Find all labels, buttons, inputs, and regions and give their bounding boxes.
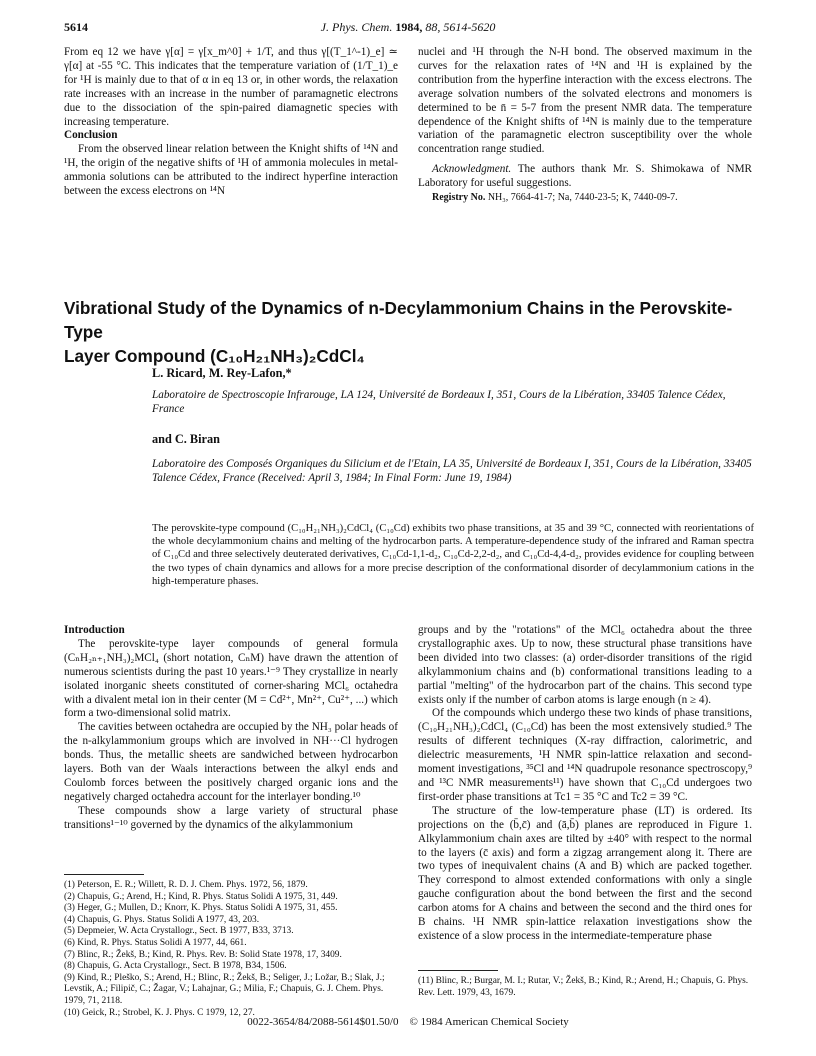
- reference-item: (2) Chapuis, G.; Arend, H.; Kind, R. Phys. Status Solidi A 1975, 31, 449.: [64, 891, 338, 902]
- reference-item: (1) Peterson, E. R.; Willett, R. D. J. Chem. Phys. 1972, 56, 1879.: [64, 880, 308, 890]
- reference-item: (3) Heger, G.; Mullen, D.; Knorr, K. Phys. Status Solidi A 1975, 31, 455.: [64, 903, 338, 914]
- intro-paragraph-1: The perovskite-type layer compounds of general formula (CₙH₂ₙ₊₁NH₃)₂MCl₄ (short notation, CₙM) have drawn the attention of numerous scientists during the past 10 years.¹⁻⁹ They crystallize in nearly isolated inorganic sheets constituted of corner-sharing MCl₆ octahedra with a divalent metal ion in their center (M = Cd²⁺, Mn²⁺, Cu²⁺, ...) which form a two-dimensional solid matrix.: [64, 637, 398, 720]
- intro-paragraph-2: The cavities between octahedra are occupied by the NH₃ polar heads of the n-alkylammonium groups which are involved in NH···Cl hydrogen bonds. Thus, the metallic sheets are sandwiched between hydrocarbon layers. Both van der Waals interactions between the alkyl ends and Coulomb forces between the positively charged organic ions and the negatively charged octahedra account for the interlayer bonding.¹⁰: [64, 721, 398, 803]
- abstract: The perovskite-type compound (C₁₀H₂₁NH₃)₂CdCl₄ (C₁₀Cd) exhibits two phase transitions, at 35 and 39 °C, connected with reorientations of the whole decylammonium chains and melting of the hydrocarbon parts. A temperature-dependence study of the infrared and Raman spectra of C₁₀Cd and three selectively deuterated derivatives, C₁₀Cd-1,1-d₂, C₁₀Cd-2,2-d₂, and C₁₀Cd-4,4-d₂, provides evidence for coupling between the two types of chain dynamics and allows for a more precise description of the conformational disorder of decylammonium cations in the high-temperature phases.: [152, 523, 754, 587]
- prev-left-paragraph: From eq 12 we have γ[α] = γ[x_m^0] + 1/T, and thus γ[(T_1^-1)_e] ≃ γ[α] at -55 °C. This indicates that the temperature variation of (1/T_1)_e for ¹H is mainly due to that of α in eq 13 or, in other words, the relaxation rate increases with an increase in the number of paramagnetic electrons due to the dissociation of the spin-paired diamagnetic species with increasing temperature.: [64, 46, 398, 128]
- journal-year: 1984,: [395, 20, 423, 34]
- authors-group-2: and C. Biran: [152, 432, 220, 446]
- reference-item: (9) Kind, R.; Pleško, S.; Arend, H.; Blinc, R.; Žekš, B.; Seliger, J.; Ložar, B.; Slak, J.; Levstik, A.; Filipič, C.; Žagar, V.; Lahajnar, G.; Milia, F.; Chapuis, G. J. Chem. Phys. 1979, 71, 2118.: [64, 972, 385, 1006]
- journal-header: [0, 20, 816, 35]
- reference-item: (11) Blinc, R.; Burgar, M. I.; Rutar, V.; Žekš, B.; Kind, R.; Arend, H.; Chapuis, G. Phys. Rev. Lett. 1979, 43, 1679.: [418, 976, 749, 998]
- prev-article-left-column: [64, 46, 398, 199]
- body-right-column: [418, 624, 752, 944]
- journal-citation: 88, 5614-5620: [425, 20, 496, 34]
- reference-item: (6) Kind, R. Phys. Status Solidi A 1977, 44, 661.: [64, 937, 247, 948]
- ack-label: Acknowledgment.: [432, 163, 512, 176]
- footnote-rule-right: [418, 970, 498, 971]
- reference-item: (4) Chapuis, G. Phys. Status Solidi A 1977, 43, 203.: [64, 914, 260, 925]
- reference-item: (5) Depmeier, W. Acta Crystallogr., Sect. B 1977, B33, 3713.: [64, 926, 294, 937]
- authors-group-1: L. Ricard, M. Rey-Lafon,*: [152, 366, 292, 380]
- body-right-paragraph-1: groups and by the "rotations" of the MCl₆ octahedra about the three crystallographic axes. Up to now, these structural phase transitions have been divided into two classes: (a) order-disorder transitions of the rigid alkylammonium chains and (b) conformational transitions leading to a partial "melting" of the hydrocarbon part of the chains. This second type exists only if the number of carbon atoms is large enough (n ≥ 4).: [418, 624, 752, 706]
- introduction-heading: Introduction: [64, 624, 125, 636]
- conclusion-heading: Conclusion: [64, 129, 118, 142]
- article-title: [64, 296, 754, 368]
- references-right: [418, 976, 752, 999]
- footer-copyright: © 1984 American Chemical Society: [409, 1016, 569, 1028]
- prev-right-paragraph: nuclei and ¹H through the N-H bond. The observed maximum in the curves for the relaxation rates of ¹⁴N and ¹H is explained by the contribution from the hyperfine interaction with the excess electrons. The average solvation numbers of the solvated electrons and monomers is determined to be n̄ = 5-7 from the present NMR data. The temperature dependence of the Knight shifts of ¹⁴N is mainly due to the temperature variation of the paramagnetic electron susceptibility over the whole concentration range studied.: [418, 46, 752, 156]
- body-right-paragraph-3: The structure of the low-temperature phase (LT) is ordered. Its projections on the (b̄,c̄) and (ā,b̄) planes are reproduced in Figure 1. Alkylammonium chain axes are tilted by ±40° with respect to the normal to the layers (c̄ axis) and form a zigzag arrangement along it. There are two types of inequivalent chains (A and B) which are packed together. They correspond to almost extended conformations with only a single gauche configuration about the bond between the first and the second carbon atoms for A chains and between the second and the third ones for B chains. ¹H NMR spin-lattice relaxation investigations show the existence of a slow process in the intermediate-temperature phase: [418, 804, 752, 942]
- footer-code: 0022-3654/84/2088-5614$01.50/0: [247, 1016, 399, 1028]
- registry-label: Registry No.: [432, 192, 486, 204]
- intro-paragraph-3: These compounds show a large variety of structural phase transitions¹⁻¹⁰ governed by the dynamics of the alkylammonium: [64, 804, 398, 831]
- reference-item: (10) Geick, R.; Strobel, K. J. Phys. C 1979, 12, 27.: [64, 1007, 255, 1018]
- title-line-1: Vibrational Study of the Dynamics of n-Decylammonium Chains in the Perovskite-Type: [64, 298, 733, 342]
- body-right-paragraph-2: Of the compounds which undergo these two kinds of phase transitions, (C₁₀H₂₁NH₃)₂CdCl₄ (C₁₀Cd) has been the most extensively studied.⁹ The results of different techniques (X-ray diffraction, calorimetric, and dielectric measurements, ¹H NMR spin-lattice relaxation and second-moment investigations, ³⁵Cl and ¹⁴N quadrupole resonance spectroscopy,⁹ and ¹³C NMR measurements¹¹) have shown that C₁₀Cd undergoes two first-order phase transitions at Tc1 = 35 °C and Tc2 = 39 °C.: [418, 707, 752, 803]
- footnote-rule-left: [64, 874, 144, 875]
- acknowledgment: [418, 163, 752, 191]
- affiliation-1: Laboratoire de Spectroscopie Infrarouge, LA 124, Université de Bordeaux I, 351, Cours de la Libération, 33405 Talence Cédex, France: [152, 389, 726, 415]
- journal-name: J. Phys. Chem.: [320, 20, 393, 34]
- reference-item: (7) Blinc, R.; Žekš, B.; Kind, R. Phys. Rev. B: Solid State 1978, 17, 3409.: [64, 949, 342, 960]
- conclusion-paragraph: From the observed linear relation between the Knight shifts of ¹⁴N and ¹H, the origin of the negative shifts of ¹H of ammonia molecules in metal-ammonia solutions can be attributed to the indirect hyperfine interaction between the excess electrons on ¹⁴N: [64, 143, 398, 198]
- body-left-column: [64, 624, 398, 833]
- page-footer: [0, 1016, 816, 1028]
- affiliation-2: Laboratoire des Composés Organiques du Silicium et de l'Etain, LA 35, Université de Bordeaux I, 351, Cours de la Libération, 33405 Talence Cédex, France (Received: April 3, 1984; In Final Form: June 19, 1984): [152, 458, 752, 484]
- reference-item: (8) Chapuis, G. Acta Crystallogr., Sect. B 1978, B34, 1506.: [64, 961, 287, 972]
- page-number: 5614: [64, 20, 88, 34]
- title-line-2: Layer Compound (C₁₀H₂₁NH₃)₂CdCl₄: [64, 346, 365, 366]
- ack-text: The authors thank Mr. S. Shimokawa of NMR Laboratory for useful suggestions.: [418, 163, 752, 190]
- references-left: [64, 880, 398, 1019]
- prev-article-right-column: [418, 46, 752, 205]
- registry-text: NH₃, 7664-41-7; Na, 7440-23-5; K, 7440-09-7.: [487, 192, 678, 204]
- registry-numbers: [418, 191, 752, 205]
